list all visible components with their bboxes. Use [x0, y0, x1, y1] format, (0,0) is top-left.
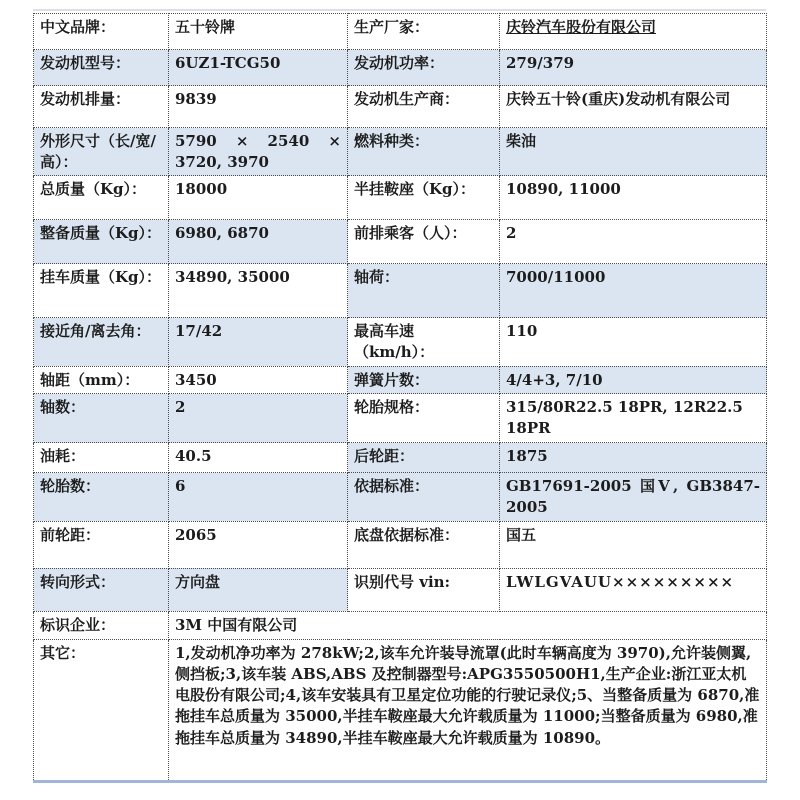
- value-wheelbase: 3450: [169, 366, 348, 394]
- value-dimensions: 5790 × 2540 × 3720, 3970: [169, 128, 348, 176]
- label-wheelbase: 轴距（mm）：: [34, 366, 169, 394]
- table-row: [34, 220, 767, 264]
- label-spring-leaves: 弹簧片数：: [348, 366, 500, 394]
- value-engine-maker: 庆铃五十铃(重庆)发动机有限公司: [500, 86, 767, 128]
- label-marking-company: 标识企业：: [34, 611, 169, 639]
- value-engine-power: 279/379: [500, 50, 767, 86]
- label-fuel-type: 燃料种类：: [348, 128, 500, 176]
- label-axle-load: 轴荷：: [348, 264, 500, 318]
- value-axle-count: 2: [169, 394, 348, 443]
- label-axle-count: 轴数：: [34, 394, 169, 443]
- value-engine-model: 6UZ1-TCG50: [169, 50, 348, 86]
- value-fuel-type: 柴油: [500, 128, 767, 176]
- label-dimensions: 外形尺寸（长/宽/高）：: [34, 128, 169, 176]
- value-steering-type: 方向盘: [169, 568, 348, 611]
- label-engine-maker: 发动机生产商：: [348, 86, 500, 128]
- label-brand-cn: 中文品牌：: [34, 14, 169, 50]
- label-gross-weight: 总质量（Kg）：: [34, 176, 169, 220]
- table-row: [34, 443, 767, 473]
- manufacturer-link[interactable]: 庆铃汽车股份有限公司: [500, 14, 767, 50]
- top-rule-divider: [33, 9, 766, 11]
- table-row: [34, 473, 767, 521]
- label-rear-track: 后轮距：: [348, 443, 500, 473]
- label-max-speed: 最高车速（km/h）：: [348, 318, 500, 366]
- value-curb-weight: 6980, 6870: [169, 220, 348, 264]
- table-row: [34, 521, 767, 568]
- table-row: [34, 264, 767, 318]
- label-curb-weight: 整备质量（Kg）：: [34, 220, 169, 264]
- value-fuel-consumption: 40.5: [169, 443, 348, 473]
- value-standard: GB17691-2005 国Ⅴ, GB3847-2005: [500, 473, 767, 521]
- label-approach-departure-angle: 接近角/离去角：: [34, 318, 169, 366]
- table-row: [34, 318, 767, 366]
- table-row: [34, 14, 767, 50]
- label-engine-displacement: 发动机排量：: [34, 86, 169, 128]
- table-row: [34, 128, 767, 176]
- value-trailer-weight: 34890, 35000: [169, 264, 348, 318]
- vehicle-spec-table: [33, 9, 766, 783]
- label-engine-power: 发动机功率：: [348, 50, 500, 86]
- value-marking-company: 3M 中国有限公司: [169, 611, 767, 639]
- label-tire-count: 轮胎数：: [34, 473, 169, 521]
- label-manufacturer: 生产厂家：: [348, 14, 500, 50]
- label-steering-type: 转向形式：: [34, 568, 169, 611]
- value-chassis-standard: 国五: [500, 521, 767, 568]
- value-max-speed: 110: [500, 318, 767, 366]
- label-chassis-standard: 底盘依据标准：: [348, 521, 500, 568]
- label-front-track: 前轮距：: [34, 521, 169, 568]
- table-row: [34, 86, 767, 128]
- value-tire-count: 6: [169, 473, 348, 521]
- label-saddle-load: 半挂鞍座（Kg）：: [348, 176, 500, 220]
- table-row: [34, 394, 767, 443]
- value-other-notes: 1,发动机净功率为 278kW;2,该车允许装导流罩(此时车辆高度为 3970),允许装侧翼,侧挡板;3,该车装 ABS,ABS 及控制器型号:APG3550500H1,生产企业:浙江亚太机电股份有限公司;4,该车安装具有卫星定位功能的行驶记录仪;5、当整备质量为 6870,准拖挂车总质量为 35000,半挂车鞍座最大允许载质量为 11000;当整备质量为 6980,准拖挂车总质量为 34890,半挂车鞍座最大允许载质量为 10890。: [169, 639, 767, 781]
- table-row: [34, 366, 767, 394]
- value-front-passengers: 2: [500, 220, 767, 264]
- label-vin: 识别代号 vin:: [348, 568, 500, 611]
- label-trailer-weight: 挂车质量（Kg）：: [34, 264, 169, 318]
- table-row: [34, 611, 767, 639]
- label-front-passengers: 前排乘客（人）：: [348, 220, 500, 264]
- value-vin: LWLGVAUU×××××××××: [500, 568, 767, 611]
- value-brand-cn: 五十铃牌: [169, 14, 348, 50]
- label-other: 其它：: [34, 639, 169, 781]
- table-row: [34, 176, 767, 220]
- value-front-track: 2065: [169, 521, 348, 568]
- spec-grid: [33, 13, 767, 783]
- label-standard: 依据标准：: [348, 473, 500, 521]
- table-row: [34, 568, 767, 611]
- value-gross-weight: 18000: [169, 176, 348, 220]
- value-saddle-load: 10890, 11000: [500, 176, 767, 220]
- value-approach-departure-angle: 17/42: [169, 318, 348, 366]
- label-fuel-consumption: 油耗：: [34, 443, 169, 473]
- table-row: [34, 639, 767, 781]
- value-tire-spec: 315/80R22.5 18PR, 12R22.5 18PR: [500, 394, 767, 443]
- table-row: [34, 50, 767, 86]
- value-engine-displacement: 9839: [169, 86, 348, 128]
- value-axle-load: 7000/11000: [500, 264, 767, 318]
- label-engine-model: 发动机型号：: [34, 50, 169, 86]
- label-tire-spec: 轮胎规格：: [348, 394, 500, 443]
- value-spring-leaves: 4/4+3, 7/10: [500, 366, 767, 394]
- value-rear-track: 1875: [500, 443, 767, 473]
